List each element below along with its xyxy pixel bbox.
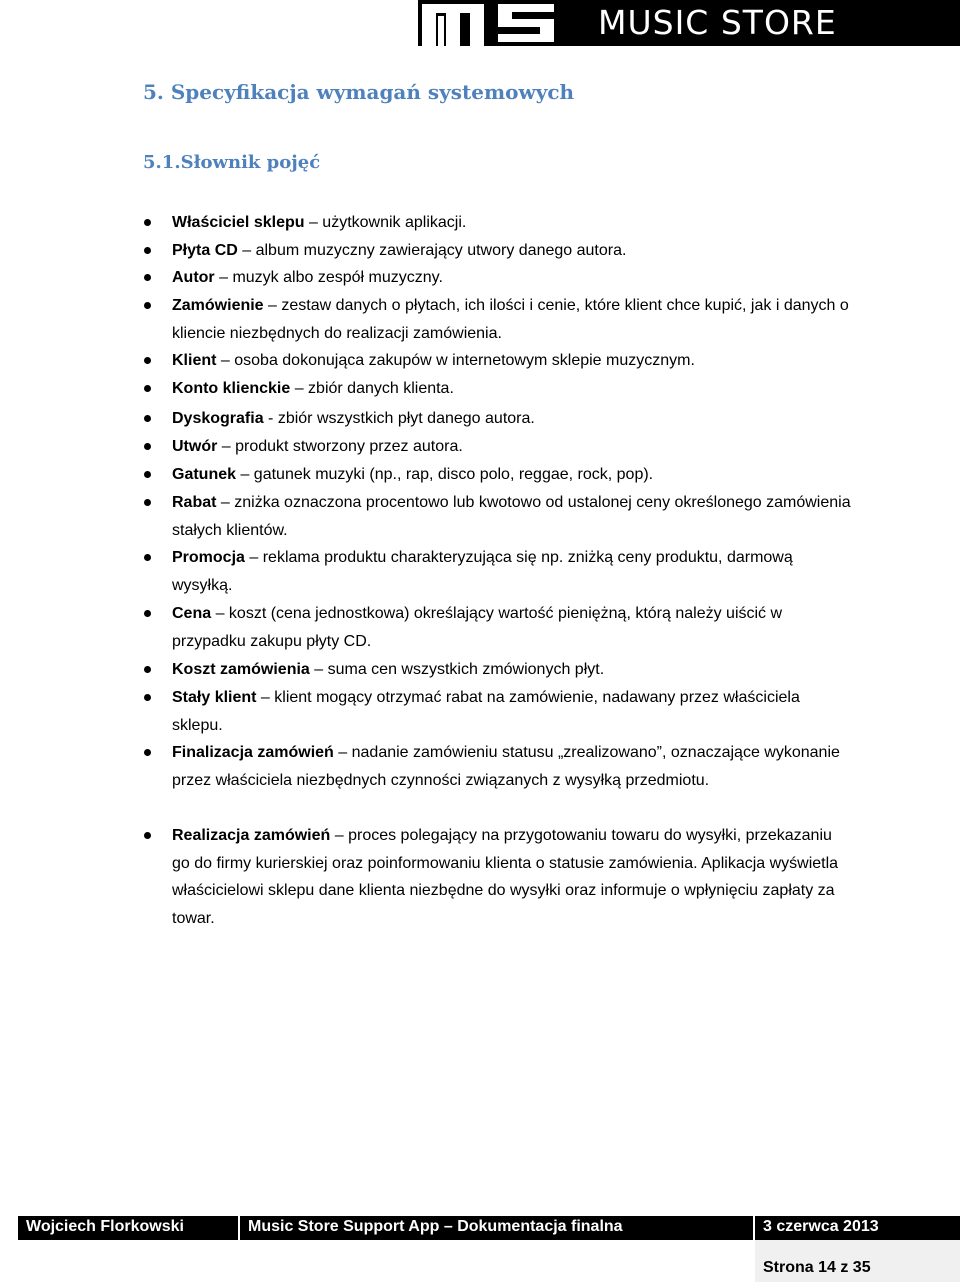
term: Zamówienie [172, 297, 264, 314]
list-item [172, 600, 852, 655]
definition: – osoba dokonująca zakupów w internetowym sklepie muzycznym. [216, 352, 695, 369]
footer-author: Wojciech Florkowski [26, 1218, 184, 1235]
definition: – suma cen wszystkich zmówionych płyt. [309, 661, 605, 678]
list-item [172, 209, 852, 237]
ms-logo-mark-icon [418, 0, 588, 46]
term: Realizacja zamówień [172, 827, 331, 844]
term: Finalizacja zamówień [172, 744, 334, 761]
list-item [172, 237, 852, 265]
footer-date: 3 czerwca 2013 [763, 1218, 879, 1235]
list-item [172, 489, 852, 544]
definition: – reklama produktu charakteryzująca się np. zniżką ceny produktu, darmową wysyłką. [172, 549, 793, 594]
term: Autor [172, 269, 215, 286]
list-item [172, 347, 852, 375]
list-item [172, 292, 852, 347]
footer-divider [753, 1216, 755, 1240]
definition: – klient mogący otrzymać rabat na zamówienie, nadawany przez właściciela sklepu. [172, 689, 800, 734]
term: Utwór [172, 438, 218, 455]
definition: – użytkownik aplikacji. [304, 214, 467, 231]
definition: – proces polegający na przygotowaniu towaru do wysyłki, przekazaniu go do firmy kurierskiej oraz poinformowaniu klienta o statusie zamówienia. Aplikacja wyświetla właścicielowi sklepu dane klienta niezbędne do wysyłki oraz informuje o wpłynięciu zapłaty za towar. [172, 827, 839, 927]
term: Dyskografia [172, 410, 264, 427]
definition: – gatunek muzyki (np., rap, disco polo, reggae, rock, pop). [236, 466, 654, 483]
definition: – muzyk albo zespół muzyczny. [214, 269, 443, 286]
term: Koszt zamówienia [172, 661, 310, 678]
music-store-logo [418, 0, 960, 46]
definition: – koszt (cena jednostkowa) określający wartość pieniężną, którą należy uiścić w przypadku zakupu płyty CD. [172, 605, 783, 650]
list-item [172, 405, 852, 433]
definition: – zbiór danych klienta. [290, 380, 454, 397]
definition: – produkt stworzony przez autora. [217, 438, 463, 455]
footer-document-title: Music Store Support App – Dokumentacja finalna [248, 1218, 623, 1235]
definition: - zbiór wszystkich płyt danego autora. [263, 410, 535, 427]
term: Właściciel sklepu [172, 214, 305, 231]
definition: – zniżka oznaczona procentowo lub kwotowo od ustalonej ceny określonego zamówienia stałych klientów. [172, 494, 851, 539]
term: Rabat [172, 494, 217, 511]
definition: – nadanie zamówieniu statusu „zrealizowano”, oznaczające wykonanie przez właściciela niezbędnych czynności związanych z wysyłką przedmiotu. [172, 744, 840, 789]
page-footer [18, 1216, 960, 1240]
list-item [172, 822, 852, 932]
definition: – album muzyczny zawierający utwory danego autora. [237, 242, 627, 259]
list-item [172, 264, 852, 292]
subsection-title: 5.1.Słownik pojęć [143, 152, 321, 173]
logo-text: MUSIC STORE [598, 3, 837, 42]
section-title: 5. Specyfikacja wymagań systemowych [143, 80, 575, 104]
list-item [172, 433, 852, 461]
term: Klient [172, 352, 217, 369]
list-item [172, 684, 852, 739]
term: Konto klienckie [172, 380, 291, 397]
term: Stały klient [172, 689, 257, 706]
term: Gatunek [172, 466, 237, 483]
list-item [172, 544, 852, 599]
list-item [172, 375, 852, 403]
definition: – zestaw danych o płytach, ich ilości i cenie, które klient chce kupić, jak i danych o kliencie niezbędnych do realizacji zamówienia. [172, 297, 849, 342]
term: Cena [172, 605, 212, 622]
term: Promocja [172, 549, 245, 566]
footer-divider [238, 1216, 240, 1240]
list-item [172, 656, 852, 684]
term: Płyta CD [172, 242, 238, 259]
page-number-box [755, 1240, 960, 1282]
page-number: Strona 14 z 35 [763, 1259, 871, 1276]
list-item [172, 739, 852, 794]
list-item [172, 461, 852, 489]
